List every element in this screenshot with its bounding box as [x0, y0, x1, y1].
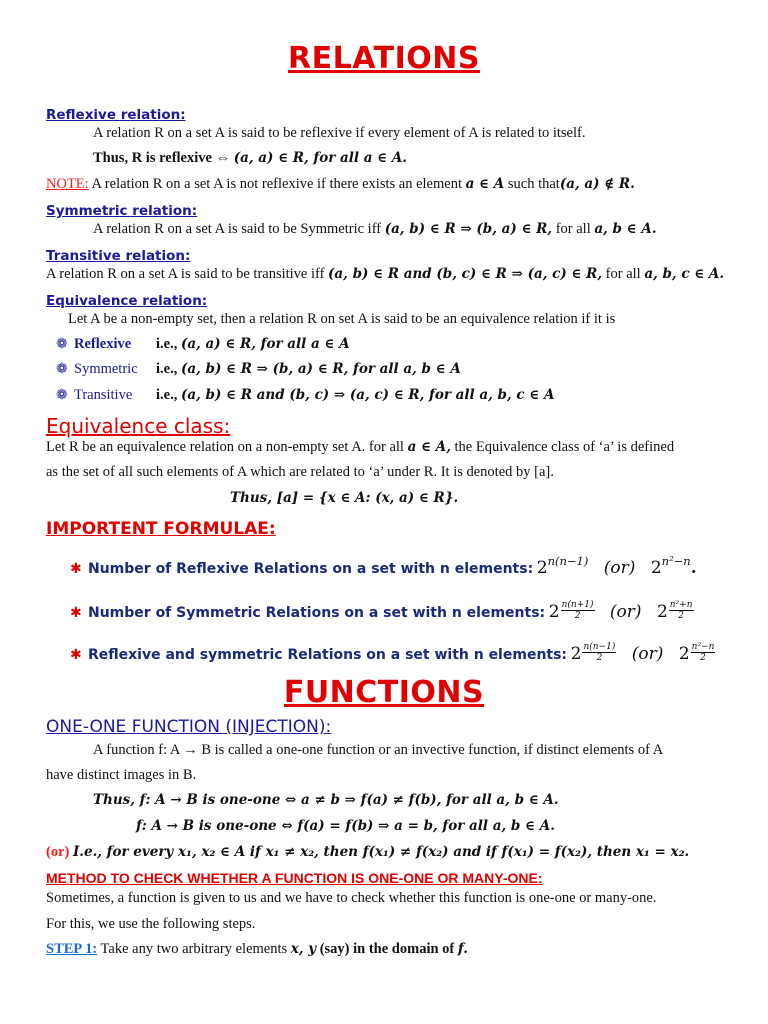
- note-label: NOTE:: [46, 176, 89, 192]
- step-1-text: Take any two arbitrary elements: [100, 941, 288, 957]
- injection-line4: [136, 817, 555, 835]
- formula-text: Reflexive and symmetric Relations on a set with n elements:: [88, 647, 568, 663]
- equivalence-item-ie: i.e.,: [156, 387, 178, 403]
- equivalence-heading: Equivalence relation:: [46, 293, 208, 309]
- method-line1: Sometimes, a function is given to us and we have to check whether this function is one-one or many-one.: [46, 890, 657, 906]
- transitive-text2: for all: [605, 266, 641, 282]
- symmetric-definition: [93, 220, 657, 238]
- equivalence-item-name: Reflexive: [74, 336, 132, 352]
- note-line: [46, 175, 635, 193]
- injection-or: (or): [46, 844, 70, 860]
- formula-base: 2: [678, 644, 690, 664]
- transitive-definition: [46, 265, 724, 283]
- formula-item: [70, 600, 694, 625]
- star-bullet-icon: ✱: [70, 562, 82, 577]
- note-math2: (a, a) ∉ R.: [559, 176, 635, 192]
- injection-line1: A function f: A → B is called a one-one function or an invective function, if distinct elements of A: [93, 742, 664, 758]
- flower-bullet-icon: ❁: [56, 337, 68, 352]
- injection-line5: [46, 843, 689, 861]
- functions-title: FUNCTIONS: [283, 675, 485, 710]
- equivalence-item-ie: i.e.,: [156, 336, 178, 352]
- fraction-denominator: 2: [700, 653, 706, 663]
- formula-fraction: [561, 600, 595, 621]
- eq-class-heading: Equivalence class:: [46, 414, 231, 438]
- formula-fraction: [582, 642, 616, 663]
- formula-end: .: [690, 558, 697, 578]
- equivalence-intro: Let A be a non-empty set, then a relation R on set A is said to be an equivalence relation if it is: [68, 311, 616, 327]
- fraction-numerator: n(n−1): [583, 642, 616, 652]
- star-bullet-icon: ✱: [70, 606, 82, 621]
- formula-exponent: n²−n: [661, 554, 691, 568]
- flower-bullet-icon: ❁: [56, 362, 68, 377]
- transitive-heading: Transitive relation:: [46, 248, 191, 264]
- fraction-numerator: n²−n: [691, 642, 715, 652]
- star-bullet-icon: ✱: [70, 648, 82, 663]
- eq-class-line1-b: the Equivalence class of ‘a’ is defined: [454, 439, 675, 455]
- relations-title: RELATIONS: [288, 41, 480, 76]
- formula-or: (or): [631, 644, 664, 664]
- step-1: [46, 940, 468, 958]
- injection-line3-math: Thus, f: A → B is one-one ⇔ a ≠ b ⇒ f(a) ≠ f(b), for all a, b ∈ A.: [93, 792, 559, 808]
- injection-line3: [93, 791, 559, 809]
- symmetric-math: (a, b) ∈ R ⇒ (b, a) ∈ R,: [384, 221, 553, 237]
- symmetric-text2: for all: [555, 221, 591, 237]
- eq-class-line2: as the set of all such elements of A which are related to ‘a’ under R. It is denoted by [a].: [46, 464, 554, 480]
- flower-bullet-icon: ❁: [56, 388, 68, 403]
- symmetric-heading: Symmetric relation:: [46, 203, 198, 219]
- injection-heading: ONE-ONE FUNCTION (INJECTION):: [46, 717, 332, 737]
- reflexive-heading: Reflexive relation:: [46, 107, 186, 123]
- formula-fraction: [669, 600, 694, 621]
- formula-or: (or): [609, 602, 642, 622]
- formula-base: 2: [536, 558, 548, 578]
- eq-class-line1-a: Let R be an equivalence relation on a non-empty set A. for all: [46, 439, 404, 455]
- formula-item: [70, 554, 697, 581]
- transitive-math: (a, b) ∈ R and (b, c) ∈ R ⇒ (a, c) ∈ R,: [328, 266, 603, 282]
- eq-class-line1: [46, 438, 674, 456]
- reflexive-thus: [93, 149, 407, 167]
- note-math1: a ∈ A: [465, 176, 505, 192]
- fraction-numerator: n(n+1): [561, 600, 594, 610]
- step-1-math: x, y: [290, 941, 317, 957]
- reflexive-definition: A relation R on a set A is said to be reflexive if every element of A is related to itself.: [93, 125, 586, 141]
- transitive-text: A relation R on a set A is said to be transitive iff: [46, 266, 325, 282]
- injection-line5-math: I.e., for every x₁, x₂ ∈ A if x₁ ≠ x₂, then f(x₁) ≠ f(x₂) and if f(x₁) = f(x₂), then x₁ = x₂.: [72, 844, 690, 860]
- equivalence-item-ie: i.e.,: [156, 361, 178, 377]
- equivalence-item: [56, 386, 554, 405]
- formula-expression: [549, 602, 694, 622]
- transitive-math2: a, b, c ∈ A.: [644, 266, 725, 282]
- eq-class-definition: [230, 489, 458, 507]
- note-text2: such that: [507, 176, 560, 192]
- reflexive-thus-math: (a, a) ∈ R, for all a ∈ A.: [233, 150, 408, 166]
- equivalence-item-name: Transitive: [74, 387, 133, 403]
- formula-expression: [536, 554, 697, 578]
- step-1-text2: (say) in the domain of: [319, 941, 455, 957]
- step-1-math2: f.: [457, 941, 468, 957]
- equivalence-item-math: (a, b) ∈ R and (b, c) ⇒ (a, c) ∈ R, for all a, b, c ∈ A: [180, 387, 555, 403]
- equivalence-item: [56, 360, 461, 379]
- equivalence-item-math: (a, a) ∈ R, for all a ∈ A: [180, 336, 350, 352]
- method-heading: METHOD TO CHECK WHETHER A FUNCTION IS ONE-ONE OR MANY-ONE:: [46, 870, 543, 886]
- formula-fraction: [691, 642, 716, 663]
- reflexive-thus-prefix: Thus, R is reflexive ⇔: [93, 150, 231, 166]
- injection-line2: have distinct images in B.: [46, 767, 197, 783]
- fraction-denominator: 2: [574, 611, 581, 621]
- step-1-label: STEP 1:: [46, 941, 98, 957]
- equivalence-item: [56, 335, 350, 354]
- formula-base: 2: [656, 602, 668, 622]
- formula-text: Number of Reflexive Relations on a set with n elements:: [88, 561, 534, 577]
- formulae-heading: IMPORTENT FORMULAE:: [46, 519, 276, 539]
- equivalence-item-name: Symmetric: [74, 361, 138, 377]
- symmetric-math2: a, b ∈ A.: [594, 221, 657, 237]
- formula-or: (or): [603, 558, 636, 578]
- eq-class-line1-math: a ∈ A,: [407, 439, 451, 455]
- formula-base: 2: [548, 602, 560, 622]
- fraction-denominator: 2: [678, 611, 685, 621]
- note-text: A relation R on a set A is not reflexive if there exists an element: [91, 176, 462, 192]
- eq-class-definition-math: Thus, [a] = {x ∈ A: (x, a) ∈ R}.: [230, 490, 459, 506]
- formula-exponent: n(n−1): [547, 554, 589, 568]
- method-line2: For this, we use the following steps.: [46, 916, 256, 932]
- fraction-denominator: 2: [596, 653, 603, 663]
- equivalence-item-math: (a, b) ∈ R ⇒ (b, a) ∈ R, for all a, b ∈ A: [180, 361, 461, 377]
- symmetric-text: A relation R on a set A is said to be Symmetric iff: [93, 221, 382, 237]
- formula-base: 2: [650, 558, 662, 578]
- formula-expression: [571, 644, 716, 664]
- fraction-numerator: n²+n: [669, 600, 693, 610]
- injection-line4-math: f: A → B is one-one ⇔ f(a) = f(b) ⇒ a = b, for all a, b ∈ A.: [136, 818, 555, 834]
- formula-item: [70, 642, 715, 667]
- formula-text: Number of Symmetric Relations on a set with n elements:: [88, 605, 546, 621]
- formula-base: 2: [570, 644, 582, 664]
